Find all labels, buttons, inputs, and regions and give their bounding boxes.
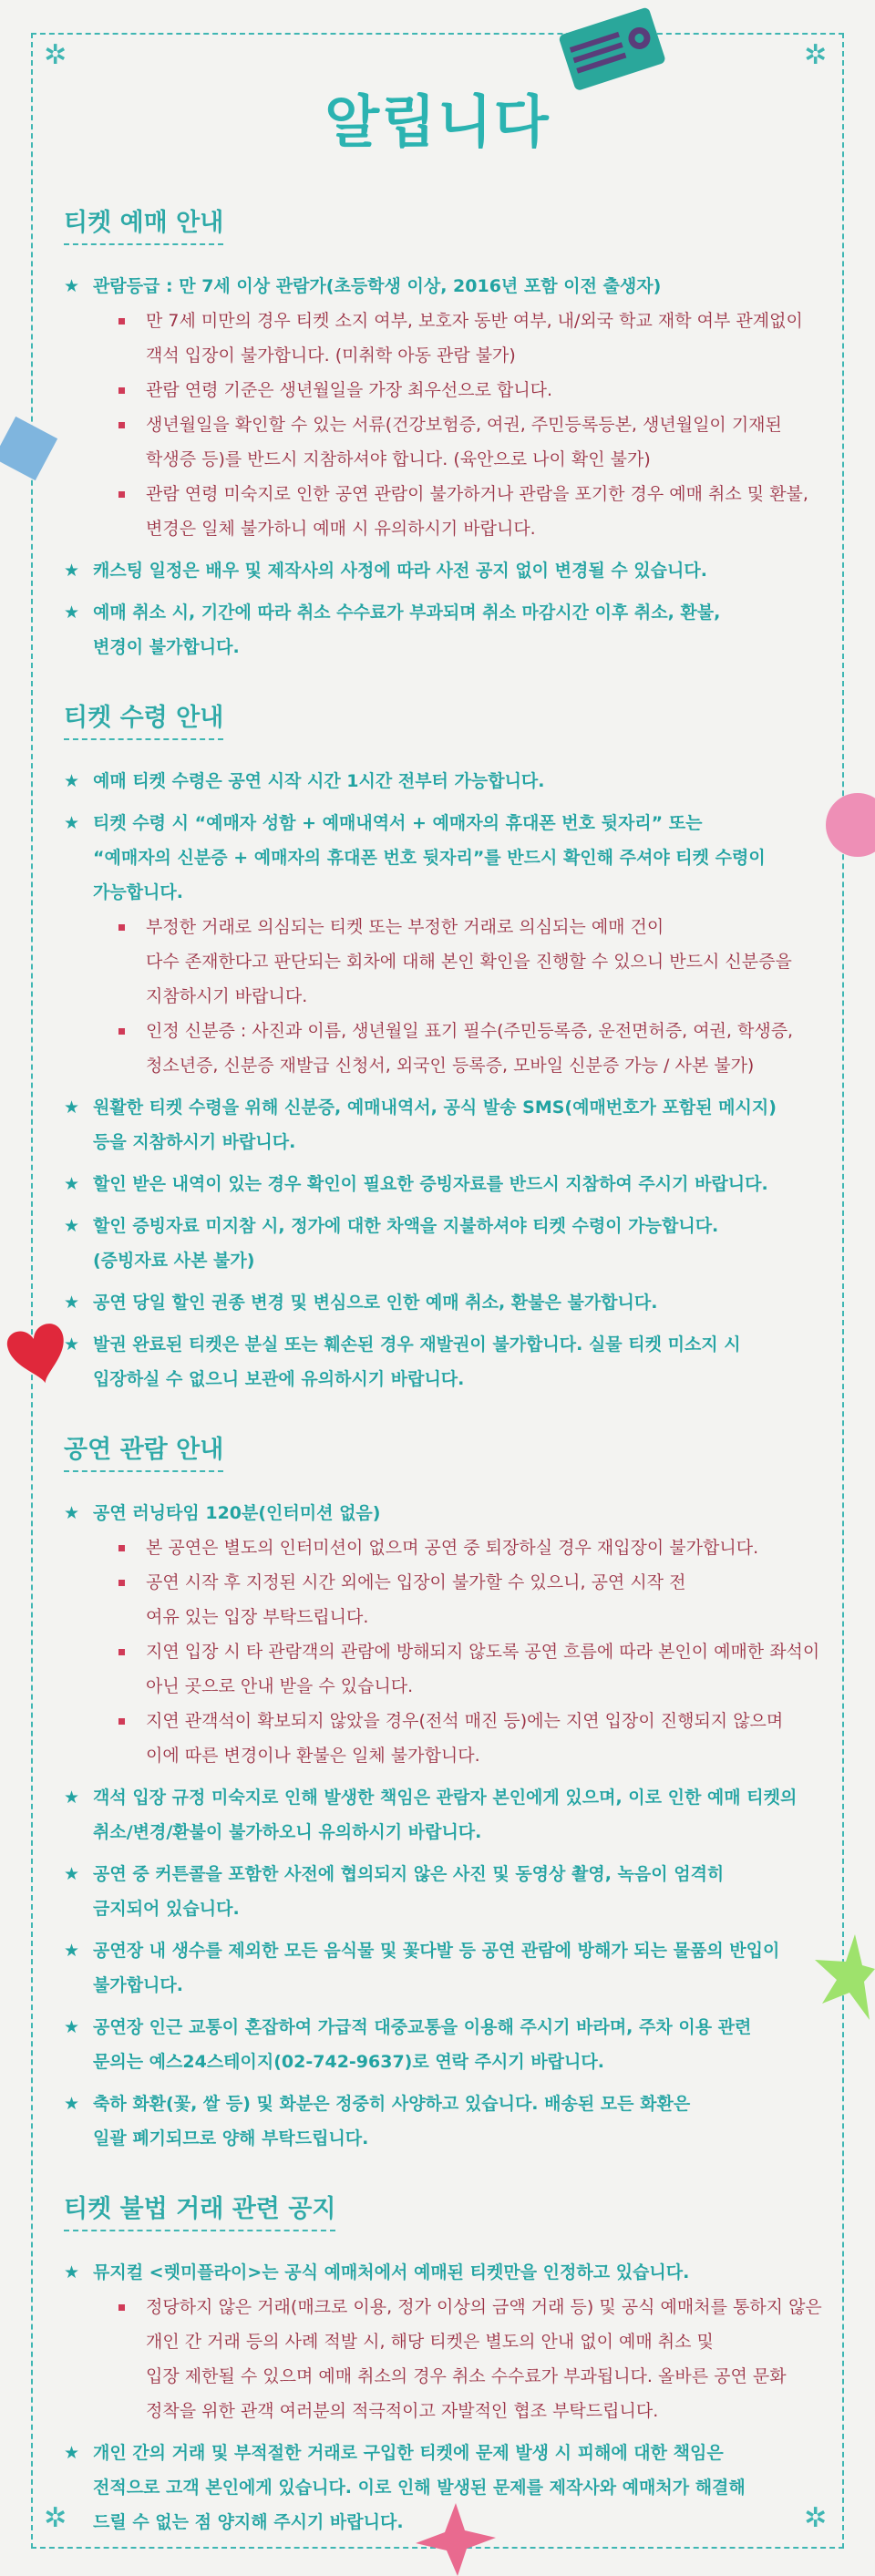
text-line: 객석 입장이 불가합니다. (미취학 아동 관람 불가): [146, 345, 516, 366]
sub-item: [64, 2290, 822, 2428]
notice-section: [64, 1429, 820, 2156]
text-line: “예매자의 신분증 + 예매자의 휴대폰 번호 뒷자리”를 반드시 확인해 주셔야 티켓 수령이: [93, 848, 766, 868]
star-bullet-icon: ★: [64, 1864, 80, 1884]
notice-item: [64, 1285, 811, 1320]
text-line: 일괄 폐기되므로 양해 부탁드립니다.: [93, 2128, 369, 2148]
star-bullet-icon: ★: [64, 2262, 80, 2282]
text-line: 객석 입장 규정 미숙지로 인해 발생한 책임은 관람자 본인에게 있으며, 이로 인한 예매 티켓의: [93, 1788, 798, 1808]
notice-item: [64, 1167, 811, 1201]
notice-item-text: [64, 553, 811, 588]
text-line: 만 7세 미만의 경우 티켓 소지 여부, 보호자 동반 여부, 내/외국 학교 재학 여부 관계없이: [146, 311, 803, 331]
square-bullet-icon: [118, 1718, 125, 1725]
text-line: 입장하실 수 없으니 보관에 유의하시기 바랍니다.: [93, 1369, 465, 1389]
sparkle-icon: ✲: [804, 2502, 828, 2534]
text-line: 입장 제한될 수 있으며 예매 취소의 경우 취소 수수료가 부과됩니다. 올바른 공연 문화: [146, 2366, 787, 2386]
section-title: 공연 관람 안내: [64, 1429, 223, 1472]
notice-item-text: [64, 269, 811, 304]
notice-item-text: [64, 1780, 811, 1850]
star-bullet-icon: ★: [64, 813, 80, 833]
sub-item: [64, 1704, 811, 1773]
text-line: 뮤지컬 <렛미플라이>는 공식 예매처에서 예매된 티켓만을 인정하고 있습니다.: [93, 2262, 690, 2282]
section-title: 티켓 예매 안내: [64, 202, 223, 245]
star-bullet-icon: ★: [64, 561, 80, 581]
text-line: 공연 중 커튼콜을 포함한 사전에 협의되지 않은 사진 및 동영상 촬영, 녹음이 엄격히: [93, 1864, 725, 1884]
text-line: 공연장 인근 교통이 혼잡하여 가급적 대중교통을 이용해 주시기 바라며, 주차 이용 관련: [93, 2017, 752, 2037]
notice-item-text: [64, 1090, 811, 1159]
page-title: 알립니다: [324, 88, 551, 155]
text-line: 관람등급 : 만 7세 이상 관람가(초등학생 이상, 2016년 포함 이전 출생자): [93, 276, 662, 296]
square-bullet-icon: [118, 422, 125, 428]
square-bullet-icon: [118, 1545, 125, 1551]
text-line: 청소년증, 신분증 재발급 신청서, 외국인 등록증, 모바일 신분증 가능 / 사본 불가): [146, 1056, 755, 1076]
text-line: 정착을 위한 관객 여러분의 적극적이고 자발적인 협조 부탁드립니다.: [146, 2401, 659, 2421]
notice-item: [64, 269, 811, 546]
text-line: 티켓 수령 시 “예매자 성함 + 예매내역서 + 예매자의 휴대폰 번호 뒷자리” 또는: [93, 813, 703, 833]
notice-item: [64, 1327, 811, 1396]
text-line: 예매 티켓 수령은 공연 시작 시간 1시간 전부터 가능합니다.: [93, 771, 545, 791]
star-bullet-icon: ★: [64, 1788, 80, 1808]
square-bullet-icon: [118, 2304, 125, 2311]
notice-item: [64, 1857, 811, 1926]
notice-item: [64, 1780, 811, 1850]
text-line: 부정한 거래로 의심되는 티켓 또는 부정한 거래로 의심되는 예매 건이: [146, 917, 664, 937]
notice-item: [64, 1933, 811, 2003]
square-bullet-icon: [118, 318, 125, 325]
text-line: 개인 간 거래 등의 사례 적발 시, 해당 티켓은 별도의 안내 없이 예매 취소 및: [146, 2332, 714, 2352]
notice-item-text: [64, 1933, 811, 2003]
text-line: 변경이 불가합니다.: [93, 637, 240, 657]
text-line: 드릴 수 없는 점 양지해 주시기 바랍니다.: [93, 2512, 404, 2532]
sub-item: [64, 1565, 811, 1634]
square-bullet-icon: [118, 387, 125, 394]
star-bullet-icon: ★: [64, 603, 80, 623]
star-bullet-icon: ★: [64, 1097, 80, 1118]
square-bullet-icon: [118, 924, 125, 931]
text-line: 본 공연은 별도의 인터미션이 없으며 공연 중 퇴장하실 경우 재입장이 불가합니다.: [146, 1538, 759, 1558]
text-line: 이에 따른 변경이나 환불은 일체 불가합니다.: [146, 1746, 480, 1766]
star-bullet-icon: ★: [64, 2017, 80, 2037]
notice-item: [64, 764, 811, 799]
text-line: 취소/변경/환불이 불가하오니 유의하시기 바랍니다.: [93, 1822, 482, 1842]
star-bullet-icon: ★: [64, 1941, 80, 1961]
text-line: 인정 신분증 : 사진과 이름, 생년월일 표기 필수(주민등록증, 운전면허증, 여권, 학생증,: [146, 1021, 794, 1041]
square-bullet-icon: [118, 1028, 125, 1035]
text-line: (증빙자료 사본 불가): [93, 1251, 255, 1271]
text-line: 변경은 일체 불가하니 예매 시 유의하시기 바랍니다.: [146, 519, 536, 539]
notice-section: [64, 202, 811, 665]
notice-item: [64, 806, 811, 1083]
square-bullet-icon: [118, 1580, 125, 1586]
notice-item-text: [64, 2436, 811, 2540]
sub-item: [64, 304, 811, 373]
text-line: 공연장 내 생수를 제외한 모든 음식물 및 꽃다발 등 공연 관람에 방해가 되는 물품의 반입이: [93, 1941, 780, 1961]
text-line: 원활한 티켓 수령을 위해 신분증, 예매내역서, 공식 발송 SMS(예매번호가 포함된 메시지): [93, 1097, 777, 1118]
text-line: 개인 간의 거래 및 부적절한 거래로 구입한 티켓에 문제 발생 시 피해에 대한 책임은: [93, 2443, 724, 2463]
text-line: 아닌 곳으로 안내 받을 수 있습니다.: [146, 1676, 414, 1696]
sub-item: [64, 373, 811, 407]
text-line: 발권 완료된 티켓은 분실 또는 훼손된 경우 재발권이 불가합니다. 실물 티켓 미소지 시: [93, 1334, 741, 1355]
notice-item-text: [64, 2255, 811, 2290]
notice-item-text: [64, 595, 811, 665]
notice-item-text: [64, 1857, 811, 1926]
notice-item-text: [64, 1496, 811, 1530]
sub-item: [64, 1014, 811, 1083]
star-bullet-icon: ★: [64, 1293, 80, 1313]
notice-item: [64, 2255, 822, 2428]
text-line: 학생증 등)를 반드시 지참하셔야 합니다. (육안으로 나이 확인 불가): [146, 449, 651, 469]
star-bullet-icon: ★: [64, 2443, 80, 2463]
star-bullet-icon: ★: [64, 1503, 80, 1523]
text-line: 불가합니다.: [93, 1975, 183, 1995]
star-bullet-icon: ★: [64, 276, 80, 296]
square-bullet-icon: [118, 491, 125, 498]
sub-item: [64, 910, 811, 1014]
section-title: 티켓 불법 거래 관련 공지: [64, 2189, 335, 2231]
sub-item: [64, 477, 811, 546]
notice-item: [64, 2436, 811, 2540]
text-line: 캐스팅 일정은 배우 및 제작사의 사정에 따라 사전 공지 없이 변경될 수 있습니다.: [93, 561, 707, 581]
notice-item: [64, 553, 811, 588]
notice-item-text: [64, 2087, 811, 2156]
notice-item-text: [64, 764, 811, 799]
notice-content: [64, 202, 822, 2572]
text-line: 지연 관객석이 확보되지 않았을 경우(전석 매진 등)에는 지연 입장이 진행되지 않으며: [146, 1711, 784, 1731]
notice-section: [64, 697, 811, 1396]
text-line: 지참하시기 바랍니다.: [146, 986, 308, 1006]
text-line: 등을 지참하시기 바랍니다.: [93, 1132, 296, 1152]
sparkle-icon: ✲: [44, 2502, 67, 2534]
text-line: 생년월일을 확인할 수 있는 서류(건강보험증, 여권, 주민등록등본, 생년월일이 기재된: [146, 415, 782, 435]
sub-item: [64, 407, 811, 477]
star-bullet-icon: ★: [64, 771, 80, 791]
section-title: 티켓 수령 안내: [64, 697, 223, 740]
square-bullet-icon: [118, 1649, 125, 1655]
notice-item-text: [64, 2010, 811, 2079]
star-bullet-icon: ★: [64, 1334, 80, 1355]
notice-item: [64, 595, 811, 665]
text-line: 정당하지 않은 거래(매크로 이용, 정가 이상의 금액 거래 등) 및 공식 예매처를 통하지 않은: [146, 2297, 822, 2317]
star-bullet-icon: ★: [64, 2094, 80, 2114]
sparkle-icon: ✲: [804, 39, 828, 71]
star-bullet-icon: ★: [64, 1216, 80, 1236]
text-line: 예매 취소 시, 기간에 따라 취소 수수료가 부과되며 취소 마감시간 이후 취소, 환불,: [93, 603, 721, 623]
text-line: 관람 연령 기준은 생년월일을 가장 최우선으로 합니다.: [146, 380, 553, 400]
text-line: 관람 연령 미숙지로 인한 공연 관람이 불가하거나 관람을 포기한 경우 예매 취소 및 환불,: [146, 484, 808, 504]
sub-item: [64, 1634, 820, 1704]
notice-item-text: [64, 1209, 811, 1278]
sparkle-icon: ✲: [44, 39, 67, 71]
text-line: 할인 증빙자료 미지참 시, 정가에 대한 차액을 지불하셔야 티켓 수령이 가능합니다.: [93, 1216, 719, 1236]
notice-item: [64, 1496, 820, 1773]
text-line: 공연 시작 후 지정된 시간 외에는 입장이 불가할 수 있으니, 공연 시작 전: [146, 1572, 686, 1592]
text-line: 지연 입장 시 타 관람객의 관람에 방해되지 않도록 공연 흐름에 따라 본인이 예매한 좌석이: [146, 1642, 820, 1662]
notice-item-text: [64, 1327, 811, 1396]
text-line: 전적으로 고객 본인에게 있습니다. 이로 인해 발생된 문제를 제작사와 예매처가 해결해: [93, 2478, 746, 2498]
notice-section: [64, 2189, 822, 2540]
text-line: 금지되어 있습니다.: [93, 1899, 240, 1919]
text-line: 축하 화환(꽃, 쌀 등) 및 화분은 정중히 사양하고 있습니다. 배송된 모든 화환은: [93, 2094, 691, 2114]
notice-item-text: [64, 1285, 811, 1320]
notice-item: [64, 1209, 811, 1278]
text-line: 다수 존재한다고 판단되는 회차에 대해 본인 확인을 진행할 수 있으니 반드시 신분증을: [146, 952, 792, 972]
notice-item: [64, 2087, 811, 2156]
notice-item-text: [64, 806, 811, 910]
text-line: 가능합니다.: [93, 882, 183, 902]
text-line: 공연 러닝타임 120분(인터미션 없음): [93, 1503, 381, 1523]
star-icon: [809, 1932, 875, 2024]
notice-item-text: [64, 1167, 811, 1201]
text-line: 할인 받은 내역이 있는 경우 확인이 필요한 증빙자료를 반드시 지참하여 주시기 바랍니다.: [93, 1174, 768, 1194]
text-line: 공연 당일 할인 권종 변경 및 변심으로 인한 예매 취소, 환불은 불가합니다.: [93, 1293, 658, 1313]
notice-item: [64, 2010, 811, 2079]
text-line: 여유 있는 입장 부탁드립니다.: [146, 1607, 369, 1627]
sub-item: [64, 1530, 811, 1565]
star-bullet-icon: ★: [64, 1174, 80, 1194]
notice-item: [64, 1090, 811, 1159]
text-line: 문의는 예스24스테이지(02-742-9637)로 연락 주시기 바랍니다.: [93, 2052, 604, 2072]
